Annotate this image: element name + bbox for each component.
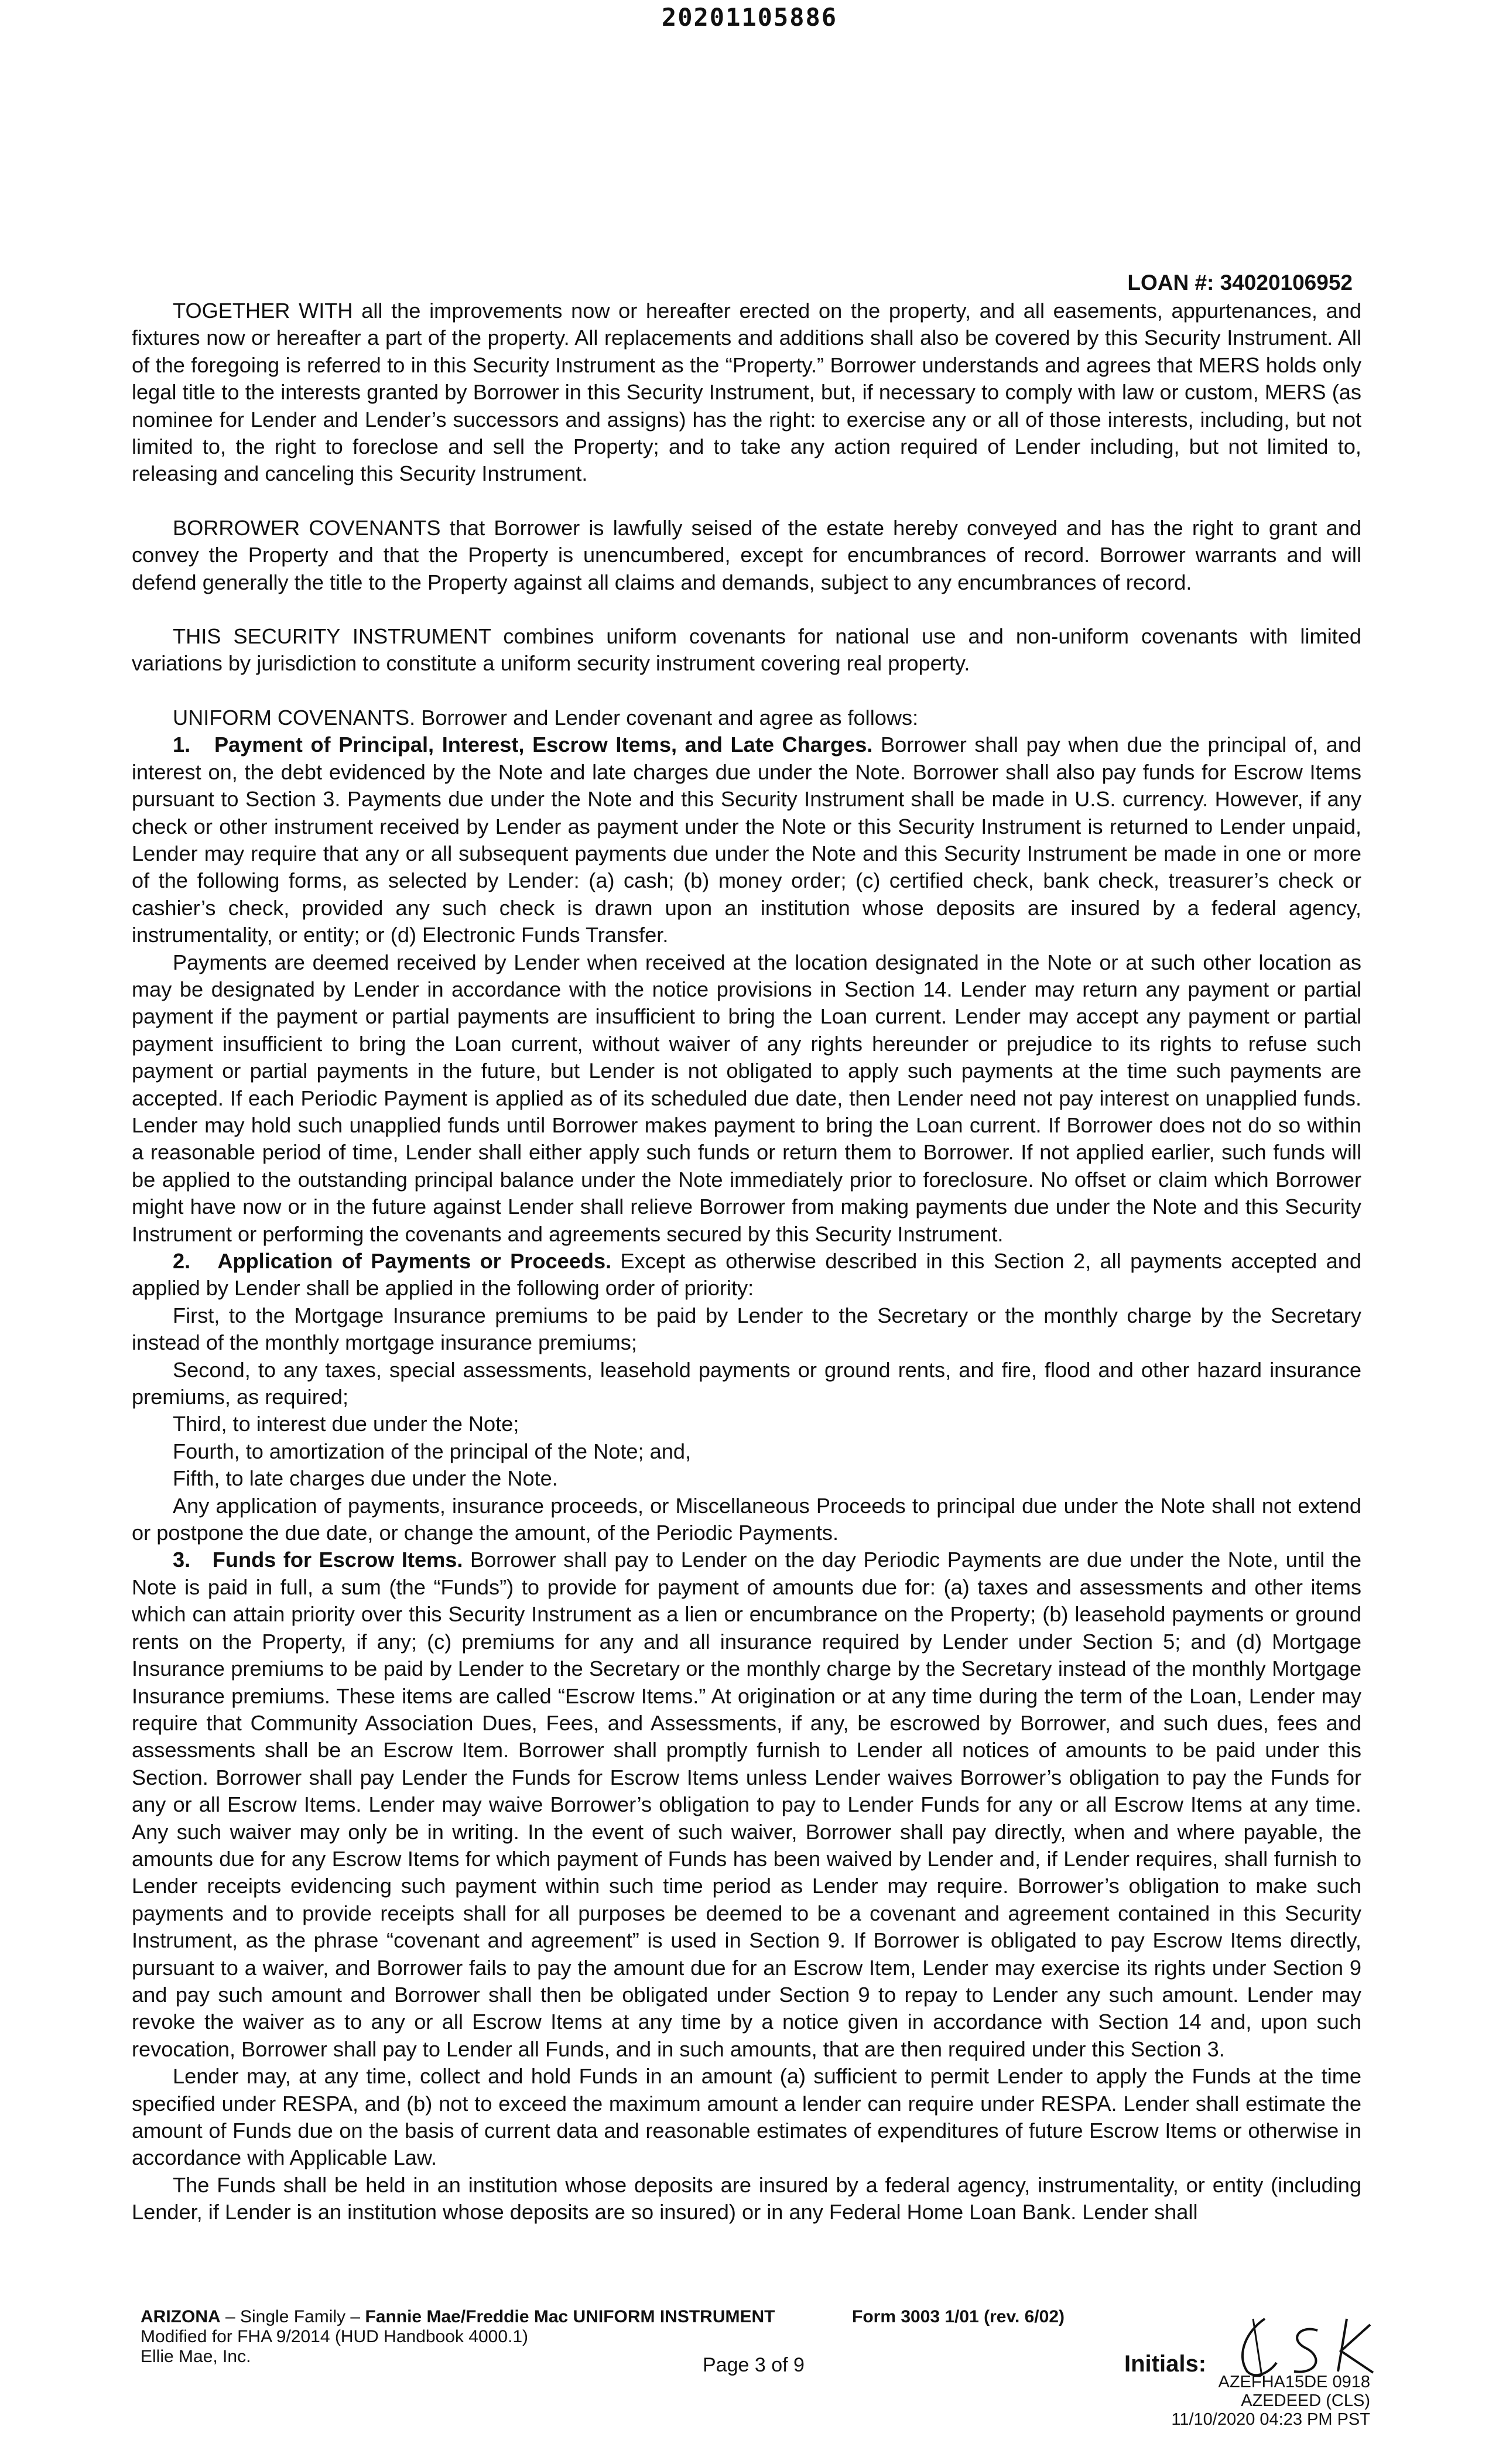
- section-3-text: Borrower shall pay to Lender on the day Periodic Payments are due under the Note, until the Note is paid in full, a sum (the “Funds”) to provide for payment of amounts due for: (a) taxes and assessments and other items which can attain priority over this Security Instrument as a lien or encumbrance on the Property; (b) leasehold payments or ground rents on the Property, if any; (c) premiums for any and all insurance required by Lender under Section 5; and (d) Mortgage Insurance premiums to be paid by Lender to the Secretary or the monthly charge by the Secretary instead of the monthly Mortgage Insurance premiums. These items are called “Escrow Items.” At origination or at any time during the term of the Loan, Lender may require that Community Association Dues, Fees, and Assessments, if any, be escrowed by Borrower, and such dues, fees and assessments shall be an Escrow Item. Borrower shall promptly furnish to Lender all notices of amounts to be paid under this Section. Borrower shall pay Lender the Funds for Escrow Items unless Lender waives Borrower’s obligation to pay the Funds for any or all Escrow Items. Lender may waive Borrower’s obligation to pay to Lender Funds for any or all Escrow Items at any time. Any such waiver may only be in writing. In the event of such waiver, Borrower shall pay directly, when and where payable, the amounts due for any Escrow Items for which payment of Funds has been waived by Lender and, if Lender requires, shall furnish to Lender receipts evidencing such payment within such time period as Lender may require. Borrower’s obligation to make such payments and to provide receipts shall for all purposes be deemed to be a covenant and agreement contained in this Security Instrument, as the phrase “covenant and agreement” is used in Section 9. If Borrower is obligated to pay Escrow Items directly, pursuant to a waiver, and Borrower fails to pay the amount due for an Escrow Item, Lender may exercise its rights under Section 9 and pay such amount and Borrower shall then be obligated under Section 9 to repay to Lender any such amount. Lender may revoke the waiver as to any or all Escrow Items at any time by a notice given in accordance with Section 14 and, upon such revocation, Borrower shall pay to Lender all Funds, and in such amounts, that are then required under this Section 3.: [132, 1548, 1362, 2061]
- section-3-paragraph-3: The Funds shall be held in an institution whose deposits are insured by a federal agency, instrumentality, or entity (including Lender, if Lender is an institution whose deposits are so insured) or in any Federal Home Loan Bank. Lender shall: [132, 2172, 1361, 2225]
- form-instrument-name: Fannie Mae/Freddie Mac UNIFORM INSTRUMENT: [365, 2307, 775, 2326]
- print-timestamp: 11/10/2020 04:23 PM PST: [1171, 2410, 1370, 2429]
- section-1-heading: Payment of Principal, Interest, Escrow Items, and Late Charges.: [214, 733, 873, 757]
- initials-label: Initials:: [1124, 2351, 1207, 2377]
- page-number: Page 3 of 9: [703, 2354, 805, 2376]
- form-publisher: Ellie Mae, Inc.: [141, 2347, 251, 2366]
- borrower-covenants-paragraph: BORROWER COVENANTS that Borrower is lawfully seised of the estate hereby conveyed and has the right to grant and convey the Property and that the Property is unencumbered, except for encumbrances of record. Borrower warrants and will defend generally the title to the Property against all claims and demands, subject to any encumbrances of record.: [132, 515, 1361, 594]
- section-2-paragraph-2: Any application of payments, insurance proceeds, or Miscellaneous Proceeds to principal due under the Note shall not extend or postpone the due date, or change the amount, of the Periodic Payments.: [132, 1493, 1361, 1545]
- uniform-covenants-intro: UNIFORM COVENANTS. Borrower and Lender covenant and agree as follows:: [173, 705, 919, 730]
- section-2-number: 2.: [173, 1249, 191, 1273]
- section-2-heading: Application of Payments or Proceeds.: [217, 1249, 612, 1273]
- section-3: [132, 1546, 1361, 2063]
- section-3-heading: Funds for Escrow Items.: [212, 1548, 463, 1572]
- priority-item-first: First, to the Mortgage Insurance premiums to be paid by Lender to the Secretary or the monthly charge by the Secretary instead of the monthly mortgage insurance premiums;: [132, 1303, 1361, 1355]
- section-1: [132, 731, 1361, 949]
- document-codes: [1171, 2373, 1370, 2429]
- section-3-number: 3.: [173, 1548, 191, 1572]
- document-number: 20201105886: [661, 3, 838, 32]
- section-2: [132, 1248, 1361, 1302]
- form-title-type: – Single Family –: [220, 2307, 365, 2326]
- loan-number: LOAN #: 34020106952: [1127, 271, 1353, 295]
- form-state: ARIZONA: [141, 2307, 221, 2326]
- form-number: Form 3003 1/01 (rev. 6/02): [852, 2307, 1065, 2326]
- priority-item-fifth: Fifth, to late charges due under the Note.: [173, 1466, 558, 1491]
- section-1-paragraph-2: Payments are deemed received by Lender when received at the location designated in the Note or at such other location as may be designated by Lender in accordance with the notice provisions in Section 14. Lender may return any payment or partial payment if the payment or partial payments are insufficient to bring the Loan current. Lender may accept any payment or partial payment insufficient to bring the Loan current, without waiver of any rights hereunder or prejudice to its rights to refuse such payment or partial payments in the future, but Lender is not obligated to apply such payments at the time such payments are accepted. If each Periodic Payment is applied as of its scheduled due date, then Lender need not pay interest on unapplied funds. Lender may hold such unapplied funds until Borrower makes payment to bring the Loan current. If Borrower does not do so within a reasonable period of time, Lender shall either apply such funds or return them to Borrower. If not applied earlier, such funds will be applied to the outstanding principal balance under the Note immediately prior to foreclosure. No offset or claim which Borrower might have now or in the future against Lender shall relieve Borrower from making payments due under the Note and this Security Instrument or performing the covenants and agreements secured by this Security Instrument.: [132, 950, 1361, 1246]
- document-body: [132, 297, 1361, 2226]
- section-2-text: Except as otherwise described in this Section 2, all payments accepted and applied by Lender shall be applied in the following order of priority:: [132, 1249, 1361, 1301]
- property-paragraph: TOGETHER WITH all the improvements now or hereafter erected on the property, and all easements, appurtenances, and fixtures now or hereafter a part of the property. All replacements and additions shall also be covered by this Security Instrument. All of the foregoing is referred to in this Security Instrument as the “Property.” Borrower understands and agrees that MERS holds only legal title to the interests granted by Borrower in this Security Instrument, but, if necessary to comply with law or custom, MERS (as nominee for Lender and Lender’s successors and assigns) has the right: to exercise any or all of those interests, including, but not limited to, the right to foreclose and sell the Property; and to take any action required of Lender including, but not limited to, releasing and canceling this Security Instrument.: [132, 299, 1361, 486]
- form-title: [141, 2307, 775, 2327]
- section-3-paragraph-2: Lender may, at any time, collect and hold Funds in an amount (a) sufficient to permit Lender to apply the Funds at the time specified under RESPA, and (b) not to exceed the maximum amount a lender can require under RESPA. Lender shall estimate the amount of Funds due on the basis of current data and reasonable estimates of expenditures of future Escrow Items or otherwise in accordance with Applicable Law.: [132, 2064, 1361, 2170]
- security-instrument-paragraph: THIS SECURITY INSTRUMENT combines uniform covenants for national use and non-uniform covenants with limited variations by jurisdiction to constitute a uniform security instrument covering real property.: [132, 624, 1361, 676]
- page-footer: [141, 2307, 1370, 2459]
- form-code-2: AZEDEED (CLS): [1241, 2391, 1370, 2410]
- form-modification: Modified for FHA 9/2014 (HUD Handbook 4000.1): [141, 2327, 529, 2346]
- priority-item-fourth: Fourth, to amortization of the principal of the Note; and,: [173, 1439, 692, 1463]
- section-1-number: 1.: [173, 733, 191, 757]
- form-info: [141, 2307, 775, 2367]
- section-1-text: Borrower shall pay when due the principal of, and interest on, the debt evidenced by the Note and late charges due under the Note. Borrower shall also pay funds for Escrow Items pursuant to Section 3. Payments due under the Note and this Security Instrument shall be made in U.S. currency. However, if any check or other instrument received by Lender as payment under the Note or this Security Instrument is returned to Lender unpaid, Lender may require that any or all subsequent payments due under the Note and this Security Instrument be made in one or more of the following forms, as selected by Lender: (a) cash; (b) money order; (c) certified check, bank check, treasurer’s check or cashier’s check, provided any such check is drawn upon an institution whose deposits are insured by a federal agency, instrumentality, or entity; or (d) Electronic Funds Transfer.: [132, 733, 1361, 947]
- priority-item-third: Third, to interest due under the Note;: [173, 1412, 519, 1436]
- form-code-1: AZEFHA15DE 0918: [1218, 2373, 1370, 2391]
- priority-item-second: Second, to any taxes, special assessments, leasehold payments or ground rents, and fire, flood and other hazard insurance premiums, as required;: [132, 1357, 1361, 1409]
